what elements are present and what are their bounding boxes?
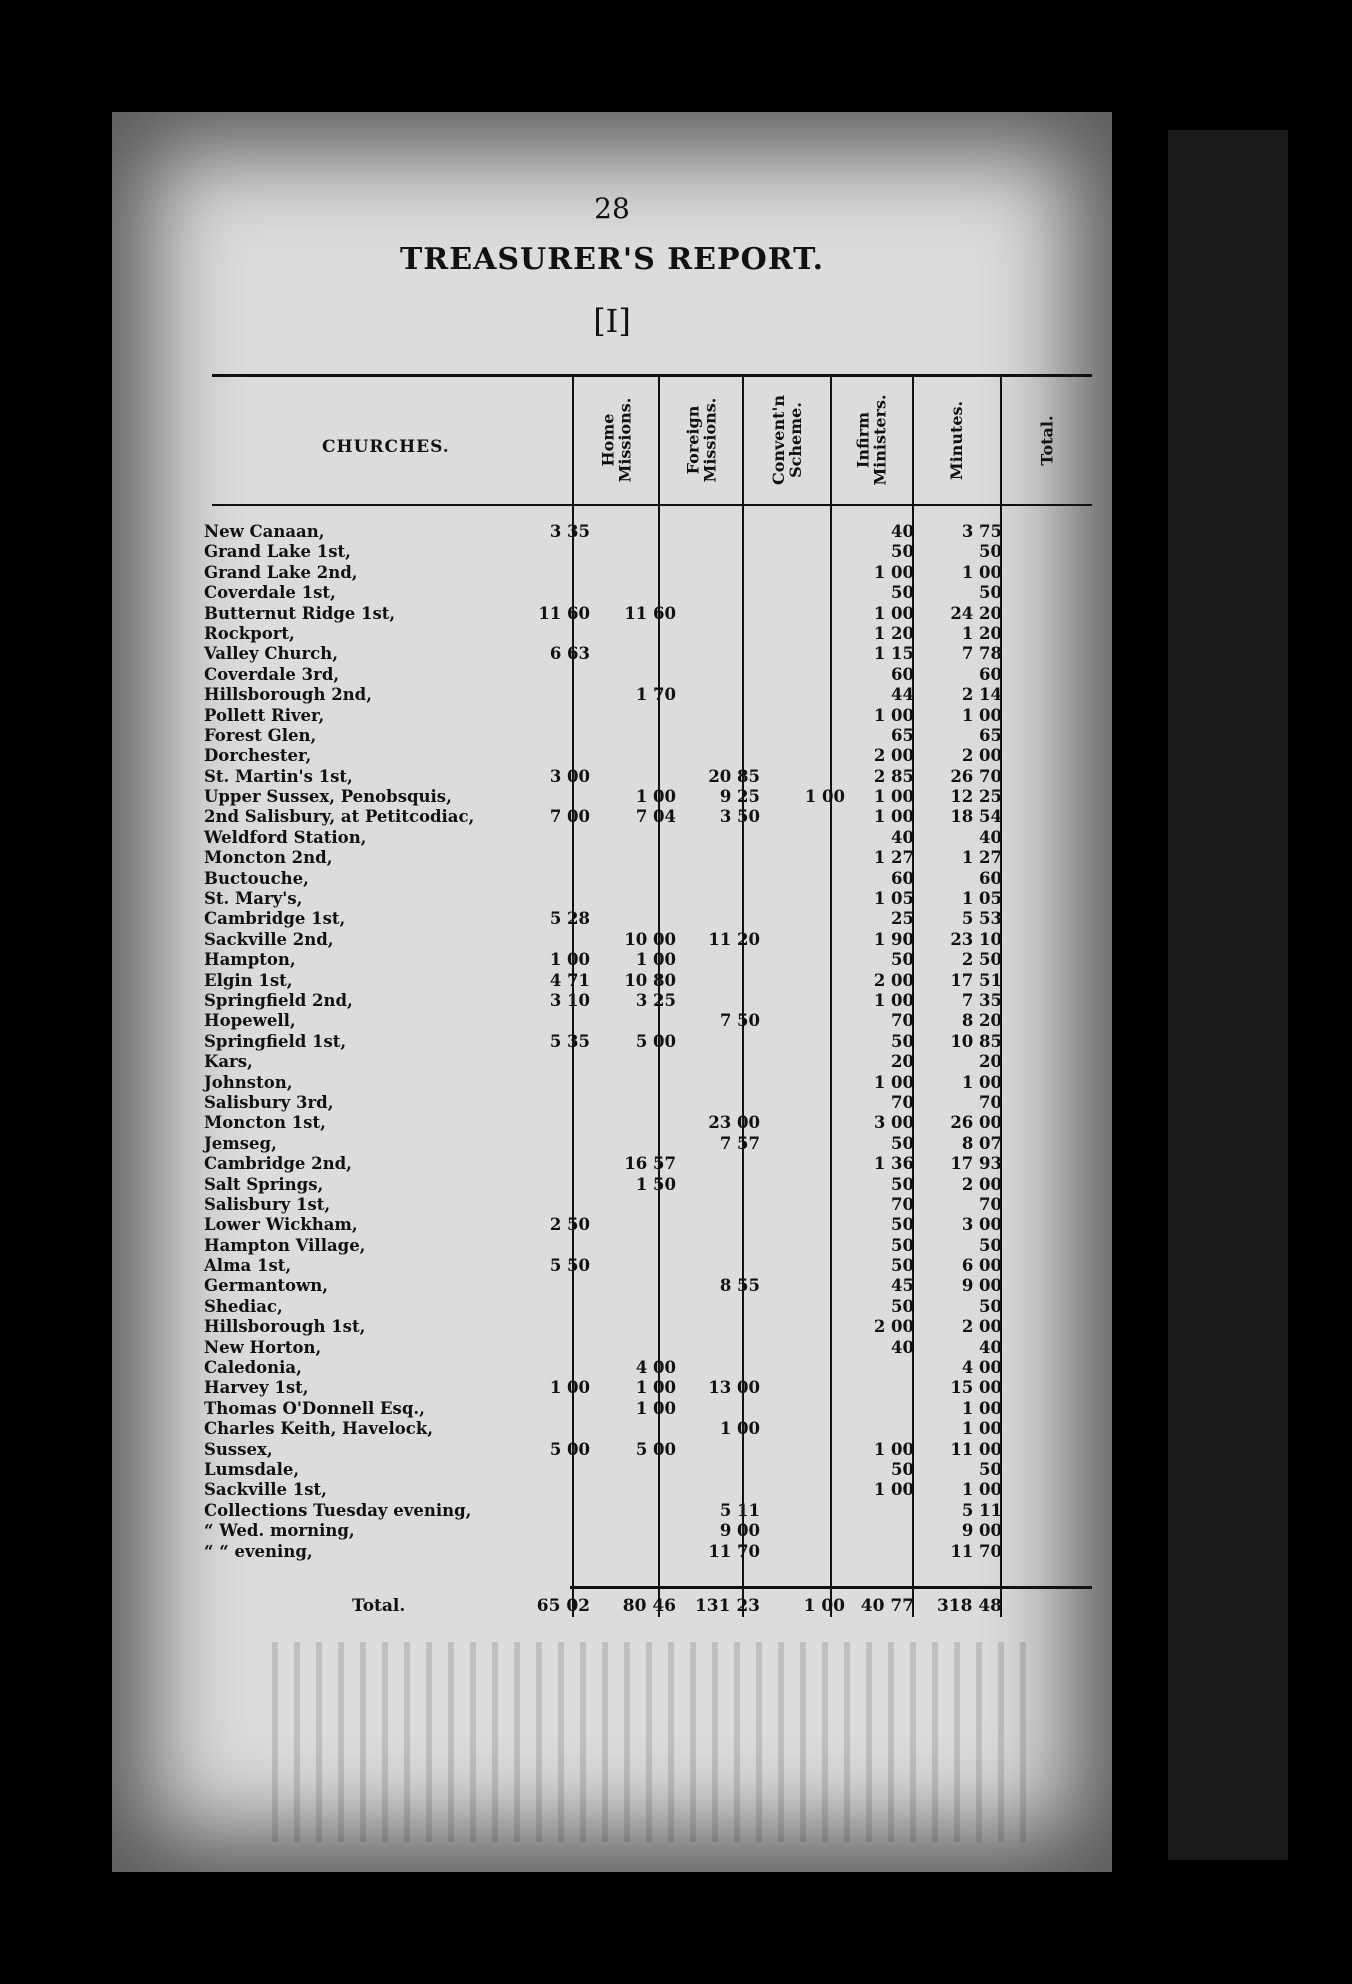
church-name: Upper Sussex, Penobsquis, [204,787,452,807]
cell-minutes: 50 [891,1031,914,1051]
cell-minutes: 50 [891,1235,914,1255]
cell-minutes: 50 [891,1174,914,1194]
cell-total: 17 51 [950,970,1002,990]
cell-total: 20 [979,1052,1002,1072]
cell-total: 50 [979,1235,1002,1255]
cell-minutes: 1 00 [873,603,914,623]
church-name: Shediac, [204,1296,283,1316]
cell-minutes: 50 [891,1296,914,1316]
cell-minutes: 50 [891,1459,914,1479]
church-name: Buctouche, [204,868,309,888]
table-row [204,1276,1104,1296]
table-row [204,930,1104,950]
cell-convention: 9 25 [719,787,760,807]
cell-home: 6 63 [549,644,590,664]
table-row [204,1154,1104,1174]
cell-home: 5 00 [549,1439,590,1459]
church-name: St. Mary's, [204,889,303,909]
cell-total: 1 20 [961,623,1002,643]
church-name: Salt Springs, [204,1174,324,1194]
table-row [204,1440,1104,1460]
church-name: Hillsborough 2nd, [204,685,372,705]
table-row [204,1236,1104,1256]
table-row [204,1134,1104,1154]
cell-home: 3 35 [549,522,590,541]
church-name: Lower Wickham, [204,1215,358,1235]
total-header-text: Total. [1037,414,1057,466]
cell-home: 3 10 [549,990,590,1010]
total-rule [570,1586,1092,1589]
table-row [204,1052,1104,1072]
cell-foreign: 10 00 [624,929,676,949]
cell-total: 60 [979,868,1002,888]
page-subtitle: [I] [593,302,631,340]
cell-foreign: 16 57 [624,1154,676,1174]
cell-total: 60 [979,664,1002,684]
cell-foreign: 4 00 [635,1358,676,1378]
table-row [204,991,1104,1011]
table-row [204,1195,1104,1215]
cell-total: 10 85 [950,1031,1002,1051]
church-name: Johnston, [204,1072,293,1092]
cell-total: 24 20 [950,603,1002,623]
cell-total: 11 70 [950,1541,1002,1561]
church-name: “ Wed. morning, [204,1521,355,1541]
cell-total: 1 00 [961,1419,1002,1439]
cell-total: 1 00 [961,562,1002,582]
table-row [204,644,1104,664]
cell-convention: 8 55 [719,1276,760,1296]
church-name: Thomas O'Donnell Esq., [204,1398,425,1418]
cell-minutes: 70 [891,1194,914,1214]
cell-convention: 5 11 [719,1500,760,1520]
foreign-missions-header-text: Foreign Missions. [683,397,720,483]
church-name: Dorchester, [204,746,312,766]
church-name: Salisbury 3rd, [204,1092,334,1112]
cell-total: 65 [979,725,1002,745]
totals-infirm: 1 00 [803,1596,845,1616]
table-row [204,909,1104,929]
church-name: 2nd Salisbury, at Petitcodiac, [204,807,475,827]
cell-foreign: 5 00 [635,1439,676,1459]
church-name: Alma 1st, [204,1256,292,1276]
cell-total: 2 00 [961,746,1002,766]
cell-foreign: 7 04 [635,807,676,827]
cell-minutes: 2 00 [873,970,914,990]
table-row [204,624,1104,644]
table-row [204,604,1104,624]
table-row [204,848,1104,868]
infirm-ministers-header-text: Infirm Ministers. [854,394,890,486]
cell-minutes: 40 [891,827,914,847]
church-name: Sackville 1st, [204,1480,327,1500]
cell-minutes: 1 00 [873,787,914,807]
header-top-rule [212,374,1092,377]
church-name: Pollett River, [204,705,325,725]
table-row [204,726,1104,746]
church-name: Moncton 1st, [204,1113,326,1133]
cell-total: 8 07 [961,1133,1002,1153]
table-row [204,950,1104,970]
cell-total: 11 00 [950,1439,1002,1459]
cell-total: 3 75 [961,522,1002,541]
table-row [204,1175,1104,1195]
cell-minutes: 1 36 [873,1154,914,1174]
table-row [204,1521,1104,1541]
table-row [204,1215,1104,1235]
cell-home: 1 00 [549,950,590,970]
cell-convention: 11 70 [708,1541,760,1561]
table-row [204,1011,1104,1031]
cell-foreign: 1 50 [635,1174,676,1194]
cell-total: 1 00 [961,1480,1002,1500]
cell-home: 11 60 [538,603,590,623]
table-row [204,1338,1104,1358]
cell-minutes: 3 00 [873,1113,914,1133]
church-name: Lumsdale, [204,1459,300,1479]
cell-convention: 9 00 [719,1521,760,1541]
table-row [204,1297,1104,1317]
cell-total: 1 00 [961,1072,1002,1092]
cell-minutes: 50 [891,1256,914,1276]
church-name: Salisbury 1st, [204,1194,331,1214]
cell-foreign: 1 00 [635,1398,676,1418]
cell-minutes: 60 [891,868,914,888]
infirm-ministers-header [832,380,912,500]
cell-total: 50 [979,542,1002,562]
table-row [204,542,1104,562]
totals-total: 318 48 [936,1596,1002,1616]
cell-total: 12 25 [950,787,1002,807]
church-name: Harvey 1st, [204,1378,309,1398]
minutes-header [914,380,1000,500]
cell-minutes: 1 90 [873,929,914,949]
church-name: New Horton, [204,1337,322,1357]
cell-total: 70 [979,1194,1002,1214]
report-page [112,112,1112,1872]
cell-total: 3 00 [961,1215,1002,1235]
cell-foreign: 1 00 [635,1378,676,1398]
cell-total: 50 [979,1459,1002,1479]
cell-total: 50 [979,1296,1002,1316]
cell-minutes: 1 00 [873,1439,914,1459]
cell-foreign: 11 60 [624,603,676,623]
church-name: Forest Glen, [204,725,317,745]
convention-scheme-header-text: Convent'n Scheme. [769,394,806,486]
church-name: Grand Lake 2nd, [204,562,358,582]
cell-foreign: 1 00 [635,950,676,970]
cell-minutes: 40 [891,522,914,541]
cell-foreign: 5 00 [635,1031,676,1051]
cell-minutes: 1 00 [873,1072,914,1092]
bleed-through-texture [272,1642,1032,1842]
cell-total: 2 50 [961,950,1002,970]
cell-total: 1 00 [961,1398,1002,1418]
cell-total: 8 20 [961,1011,1002,1031]
church-name: Moncton 2nd, [204,848,333,868]
church-name: Cambridge 2nd, [204,1154,352,1174]
table-row [204,706,1104,726]
cell-convention: 7 50 [719,1011,760,1031]
table-row [204,1256,1104,1276]
cell-minutes: 1 00 [873,807,914,827]
cell-minutes: 50 [891,950,914,970]
church-name: Jemseg, [204,1133,277,1153]
church-name: Coverdale 3rd, [204,664,340,684]
table-row [204,1317,1104,1337]
table-row [204,828,1104,848]
cell-total: 18 54 [950,807,1002,827]
table-row [204,563,1104,583]
cell-convention: 7 57 [719,1133,760,1153]
table-row [204,1480,1104,1500]
cell-home: 2 50 [549,1215,590,1235]
table-row [204,685,1104,705]
total-header [1002,380,1092,500]
cell-minutes: 45 [891,1276,914,1296]
cell-convention: 1 00 [719,1419,760,1439]
church-name: New Canaan, [204,522,325,541]
cell-foreign: 3 25 [635,990,676,1010]
cell-total: 2 00 [961,1174,1002,1194]
cell-home: 3 00 [549,766,590,786]
church-name: Hampton Village, [204,1235,366,1255]
cell-total: 1 00 [961,705,1002,725]
cell-convention: 20 85 [708,766,760,786]
table-row [204,583,1104,603]
table-row [204,665,1104,685]
cell-minutes: 44 [891,685,914,705]
church-name: Elgin 1st, [204,970,293,990]
cell-total: 1 05 [961,889,1002,909]
cell-total: 40 [979,1337,1002,1357]
table-row [204,1399,1104,1419]
cell-home: 1 00 [549,1378,590,1398]
table-row [204,889,1104,909]
totals-foreign: 80 46 [622,1596,676,1616]
table-row [204,1419,1104,1439]
cell-minutes: 1 00 [873,990,914,1010]
cell-total: 1 27 [961,848,1002,868]
cell-minutes: 1 00 [873,1480,914,1500]
cell-total: 2 00 [961,1317,1002,1337]
cell-total: 9 00 [961,1521,1002,1541]
cell-minutes: 25 [891,909,914,929]
cell-minutes: 40 [891,1337,914,1357]
cell-total: 50 [979,583,1002,603]
cell-total: 15 00 [950,1378,1002,1398]
cell-total: 5 53 [961,909,1002,929]
church-name: Germantown, [204,1276,328,1296]
cell-total: 70 [979,1092,1002,1112]
cell-foreign: 10 80 [624,970,676,990]
cell-minutes: 1 05 [873,889,914,909]
header-bottom-rule [212,504,1092,506]
cell-total: 26 00 [950,1113,1002,1133]
home-missions-header-text: Home Missions. [598,397,635,483]
church-name: Coverdale 1st, [204,583,336,603]
church-name: Hillsborough 1st, [204,1317,366,1337]
cell-convention: 13 00 [708,1378,760,1398]
cell-minutes: 50 [891,583,914,603]
cell-minutes: 1 15 [873,644,914,664]
cell-minutes: 60 [891,664,914,684]
cell-minutes: 70 [891,1092,914,1112]
church-name: Kars, [204,1052,253,1072]
table-row [204,1542,1104,1562]
cell-total: 5 11 [961,1500,1002,1520]
cell-total: 40 [979,827,1002,847]
page-title: TREASURER'S REPORT. [399,242,825,277]
cell-total: 26 70 [950,766,1002,786]
table-row [204,767,1104,787]
church-name: Valley Church, [204,644,338,664]
cell-minutes: 1 00 [873,705,914,725]
cell-total: 2 14 [961,685,1002,705]
page-number: 28 [594,192,630,225]
table-row [204,1073,1104,1093]
church-name: Grand Lake 1st, [204,542,351,562]
cell-convention: 23 00 [708,1113,760,1133]
church-name: Collections Tuesday evening, [204,1500,472,1520]
table-row [204,1358,1104,1378]
totals-home: 65 02 [536,1596,590,1616]
contributions-table [204,522,1104,1562]
table-row [204,807,1104,827]
cell-home: 5 50 [549,1256,590,1276]
table-row [204,869,1104,889]
church-name: Sackville 2nd, [204,929,334,949]
church-name: Cambridge 1st, [204,909,346,929]
cell-convention: 3 50 [719,807,760,827]
cell-foreign: 1 00 [635,787,676,807]
church-name: Butternut Ridge 1st, [204,603,396,623]
book-spine [1168,130,1288,1860]
cell-home: 4 71 [549,970,590,990]
table-row [204,1093,1104,1113]
cell-home: 5 35 [549,1031,590,1051]
church-name: Springfield 1st, [204,1031,347,1051]
cell-minutes: 2 00 [873,746,914,766]
cell-minutes: 50 [891,1215,914,1235]
totals-minutes: 40 77 [860,1596,914,1616]
cell-total: 6 00 [961,1256,1002,1276]
home-missions-header [574,380,658,500]
church-name: Sussex, [204,1439,273,1459]
foreign-missions-header [660,380,742,500]
cell-minutes: 50 [891,1133,914,1153]
cell-minutes: 2 85 [873,766,914,786]
cell-total: 7 78 [961,644,1002,664]
cell-home: 5 28 [549,909,590,929]
cell-minutes: 2 00 [873,1317,914,1337]
cell-minutes: 1 20 [873,623,914,643]
cell-infirm: 1 00 [804,787,845,807]
table-row [204,1032,1104,1052]
cell-minutes: 65 [891,725,914,745]
cell-total: 23 10 [950,929,1002,949]
table-row [204,1460,1104,1480]
minutes-header-text: Minutes. [947,400,967,480]
cell-home: 7 00 [549,807,590,827]
church-name: Weldford Station, [204,827,367,847]
church-name: Rockport, [204,623,295,643]
totals-label: Total. [352,1596,406,1616]
cell-convention: 11 20 [708,929,760,949]
totals-convention: 131 23 [694,1596,760,1616]
cell-minutes: 70 [891,1011,914,1031]
cell-total: 9 00 [961,1276,1002,1296]
church-name: “ “ evening, [204,1541,313,1561]
church-name: Hopewell, [204,1011,296,1031]
table-row [204,1378,1104,1398]
table-row [204,787,1104,807]
table-row [204,1501,1104,1521]
churches-column-header: CHURCHES. [322,437,450,457]
convention-scheme-header [744,380,830,500]
cell-total: 17 93 [950,1154,1002,1174]
cell-minutes: 20 [891,1052,914,1072]
church-name: Springfield 2nd, [204,990,353,1010]
table-row [204,746,1104,766]
cell-total: 7 35 [961,990,1002,1010]
totals-row [204,1596,1104,1618]
table-row [204,522,1104,542]
cell-minutes: 1 00 [873,562,914,582]
church-name: Hampton, [204,950,296,970]
cell-foreign: 1 70 [635,685,676,705]
church-name: Caledonia, [204,1358,302,1378]
cell-total: 4 00 [961,1358,1002,1378]
cell-minutes: 50 [891,542,914,562]
church-name: St. Martin's 1st, [204,766,353,786]
cell-minutes: 1 27 [873,848,914,868]
church-name: Charles Keith, Havelock, [204,1419,434,1439]
table-row [204,971,1104,991]
table-row [204,1113,1104,1133]
